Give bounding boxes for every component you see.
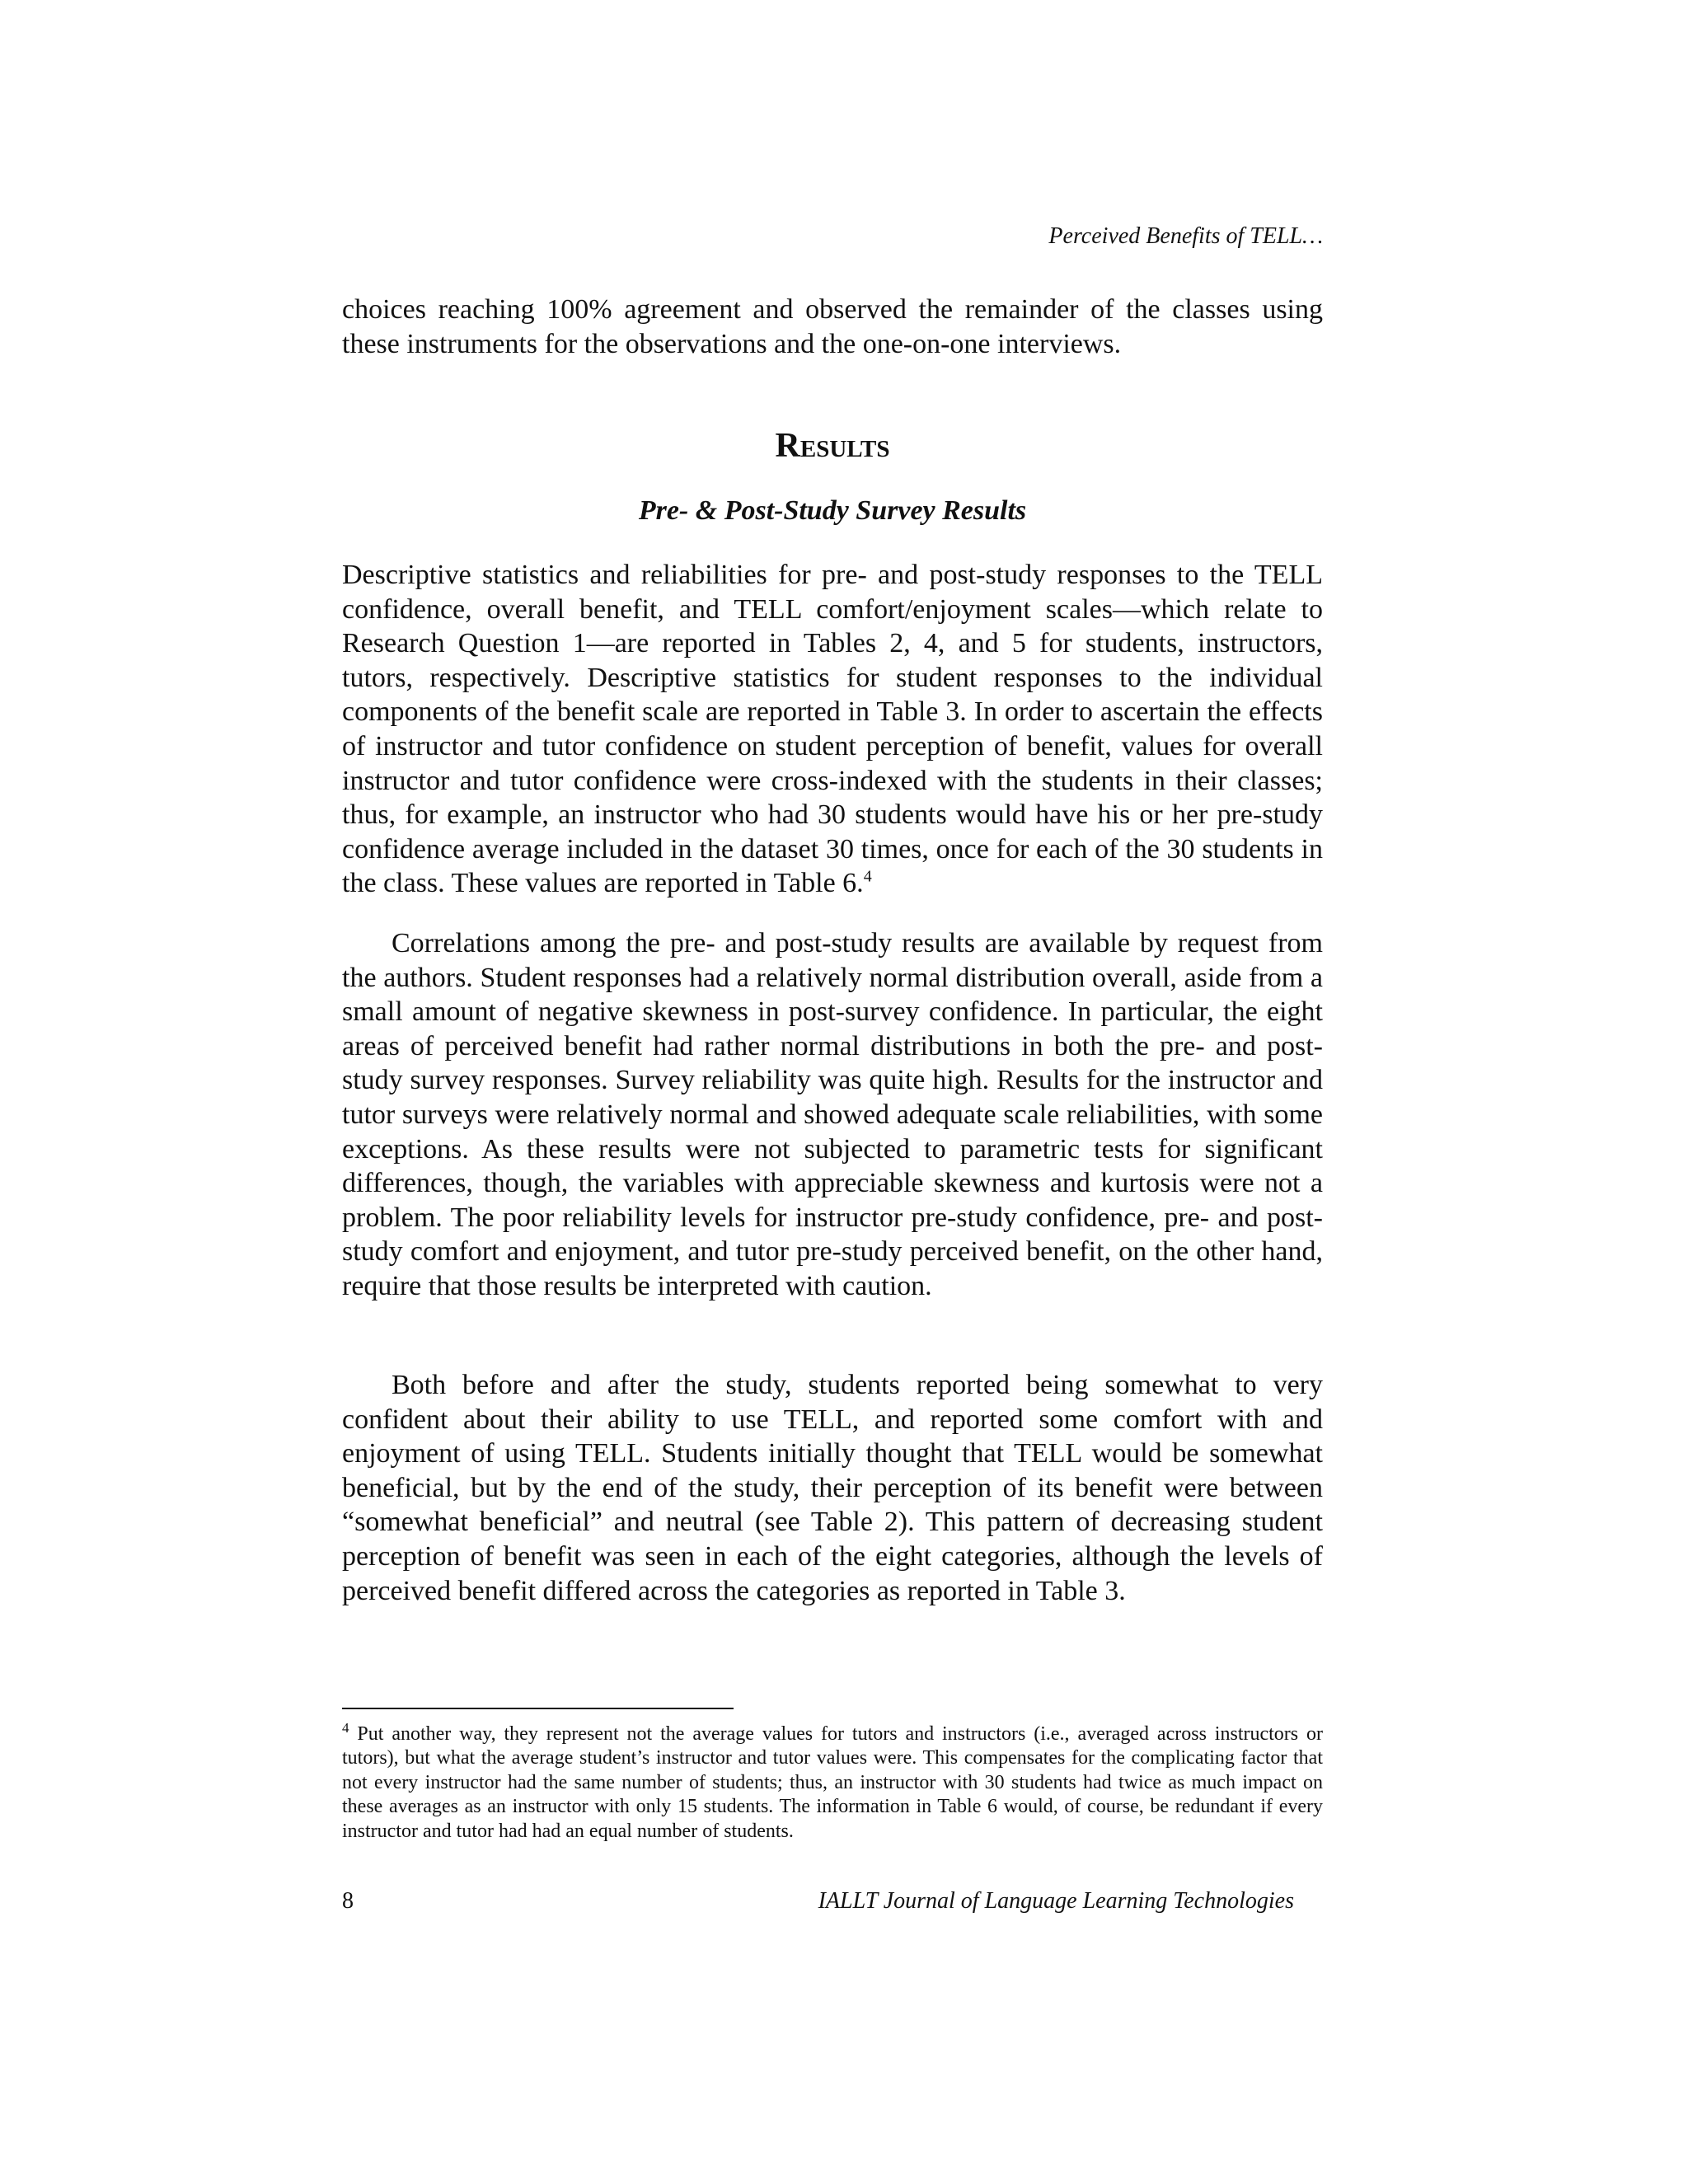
intro-paragraph-text: choices reaching 100% agreement and observed the remainder of the classes using these instruments for the observations and the one-on-one interviews.	[342, 294, 1323, 359]
section-title: Results	[775, 427, 890, 465]
journal-name: IALLT Journal of Language Learning Technologies	[818, 1888, 1294, 1914]
footnote-divider	[342, 1708, 734, 1709]
body-paragraph-1	[342, 558, 1323, 901]
body-paragraph-3	[342, 1368, 1323, 1608]
running-head: Perceived Benefits of TELL…	[1048, 223, 1323, 249]
body-paragraph-1-text	[342, 558, 1323, 901]
footnote-reference[interactable]: 4	[863, 868, 872, 887]
paragraph-1-content: Descriptive statistics and reliabilities for pre- and post-study responses to the TELL confidence, overall benefit, and TELL comfort/enjoyment scales—which relate to Research Question 1—are reported in Tables 2, 4, and 5 for students, instructors, tutors, respectively. Descriptive statistics for student responses to the individual components of the benefit scale are reported in Table 3. In order to ascertain the effects of instructor and tutor confidence on student perception of benefit, values for overall instructor and tutor confidence were cross-indexed with the students in their classes; thus, for example, an instructor who had 30 students would have his or her pre-study confidence average included in the dataset 30 times, once for each of the 30 students in the class. These values are reported in Table 6.	[342, 560, 1323, 899]
body-paragraph-3-text: Both before and after the study, students reported being somewhat to very confident about their ability to use TELL, and reported some comfort with and enjoyment of using TELL. Students initially thought that TELL would be somewhat beneficial, but by the end of the study, their perception of its benefit were between “somewhat beneficial” and neutral (see Table 2). This pattern of decreasing student perception of benefit was seen in each of the eight categories, although the levels of perceived benefit differed across the categories as reported in Table 3.	[342, 1370, 1323, 1606]
page-number: 8	[342, 1888, 354, 1914]
body-paragraph-2-text: Correlations among the pre- and post-study results are available by request from the authors. Student responses had a relatively normal distribution overall, aside from a small amount of negative skewness in post-survey confidence. In particular, the eight areas of perceived benefit had rather normal distributions in both the pre- and post-study survey responses. Survey reliability was quite high. Results for the instructor and tutor surveys were relatively normal and showed adequate scale reliabilities, with some exceptions. As these results were not subjected to parametric tests for significant differences, though, the variables with appreciable skewness and kurtosis were not a problem. The poor reliability levels for instructor pre-study confidence, pre- and post-study comfort and enjoyment, and tutor pre-study perceived benefit, on the other hand, require that those results be interpreted with caution.	[342, 928, 1323, 1301]
subsection-title: Pre- & Post-Study Survey Results	[638, 495, 1027, 526]
body-paragraph-2	[342, 926, 1323, 1304]
footnote	[342, 1722, 1323, 1844]
footnote-number: 4	[342, 1720, 349, 1736]
footnote-text: Put another way, they represent not the average values for tutors and instructors (i.e., averaged across instructors or tutors), but what the average student’s instructor and tutor values were. This compensates for the complicating factor that not every instructor had the same number of students; thus, an instructor with 30 students had twice as much impact on these averages as an instructor with only 15 students. The information in Table 6 would, of course, be redundant if every instructor and tutor had had an equal number of students.	[342, 1723, 1324, 1842]
intro-paragraph	[342, 293, 1323, 361]
